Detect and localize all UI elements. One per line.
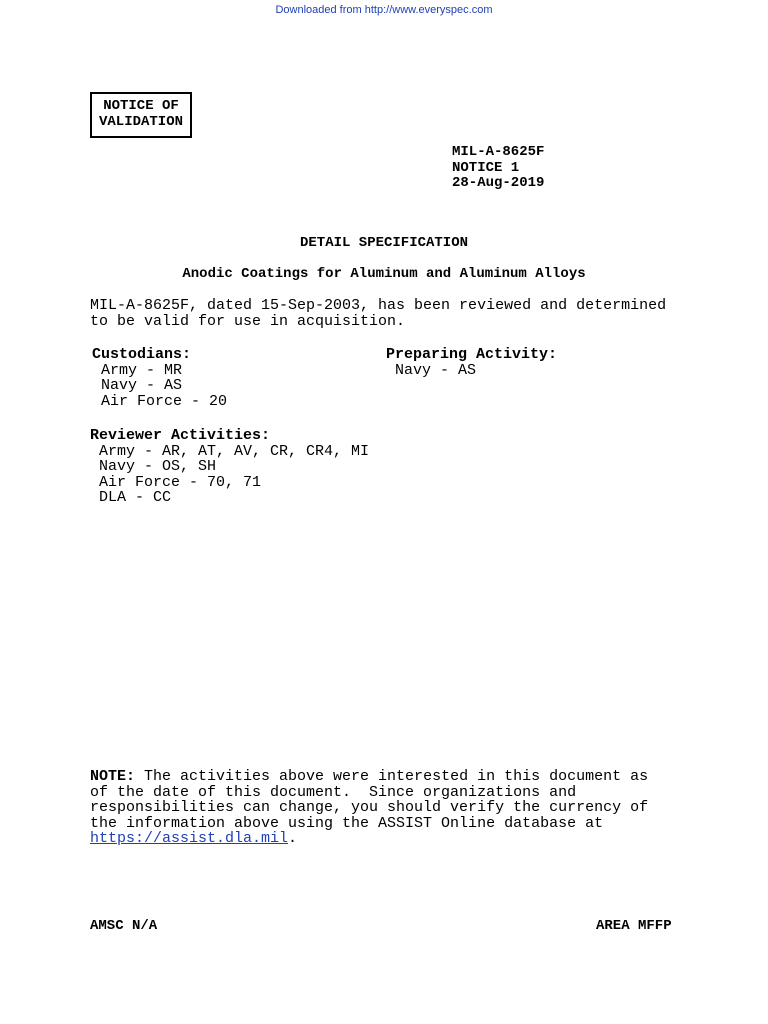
validation-statement bbox=[90, 298, 690, 329]
notice-box-line2: VALIDATION bbox=[99, 113, 184, 130]
notice-of-validation-box bbox=[90, 92, 192, 138]
reviewer-item: Air Force - 70, 71 bbox=[99, 473, 262, 491]
preparing-activity-item: Navy - AS bbox=[395, 361, 477, 379]
note-text-line1: The activities above were interested in this document as bbox=[135, 768, 649, 785]
custodians-section bbox=[92, 347, 227, 409]
reviewer-item: Navy - OS, SH bbox=[99, 458, 217, 475]
note-section bbox=[90, 769, 690, 847]
footer-area: AREA MFFP bbox=[596, 918, 672, 934]
custodian-item: Air Force - 20 bbox=[101, 392, 228, 410]
note-label: NOTE: bbox=[90, 768, 136, 785]
reviewer-item: Army - AR, AT, AV, CR, CR4, MI bbox=[99, 442, 370, 460]
document-notice: NOTICE 1 bbox=[452, 159, 520, 176]
document-title: DETAIL SPECIFICATION bbox=[299, 235, 469, 251]
download-source-link[interactable]: Downloaded from http://www.everyspec.com bbox=[275, 4, 493, 16]
note-line2: of the date of this document. Since organizations and bbox=[90, 783, 577, 801]
custodian-item: Army - MR bbox=[101, 361, 183, 379]
custodians-heading: Custodians: bbox=[92, 346, 192, 363]
reviewer-item: DLA - CC bbox=[99, 489, 172, 506]
custodian-item: Navy - AS bbox=[101, 377, 183, 394]
validation-line1: MIL-A-8625F, dated 15-Sep-2003, has been reviewed and determined bbox=[90, 297, 667, 314]
validation-line2: to be valid for use in acquisition. bbox=[90, 312, 406, 330]
preparing-activity-heading: Preparing Activity: bbox=[386, 346, 558, 363]
assist-database-link[interactable]: https://assist.dla.mil bbox=[90, 830, 289, 847]
document-subtitle: Anodic Coatings for Aluminum and Aluminum Alloys bbox=[182, 266, 586, 282]
note-line5 bbox=[90, 831, 690, 847]
reviewer-activities-section bbox=[90, 428, 369, 506]
document-identifier bbox=[452, 145, 544, 192]
note-line3: responsibilities can change, you should verify the currency of bbox=[90, 799, 649, 816]
note-link-suffix: . bbox=[288, 830, 298, 847]
note-line4: the information above using the ASSIST Online database at bbox=[90, 814, 604, 832]
preparing-activity-section bbox=[386, 347, 557, 378]
document-number: MIL-A-8625F bbox=[452, 144, 545, 160]
reviewer-activities-heading: Reviewer Activities: bbox=[90, 427, 271, 444]
document-date: 28-Aug-2019 bbox=[452, 175, 545, 191]
note-line1 bbox=[90, 769, 690, 785]
notice-box-line1: NOTICE OF bbox=[103, 98, 179, 114]
footer-amsc: AMSC N/A bbox=[90, 918, 158, 934]
